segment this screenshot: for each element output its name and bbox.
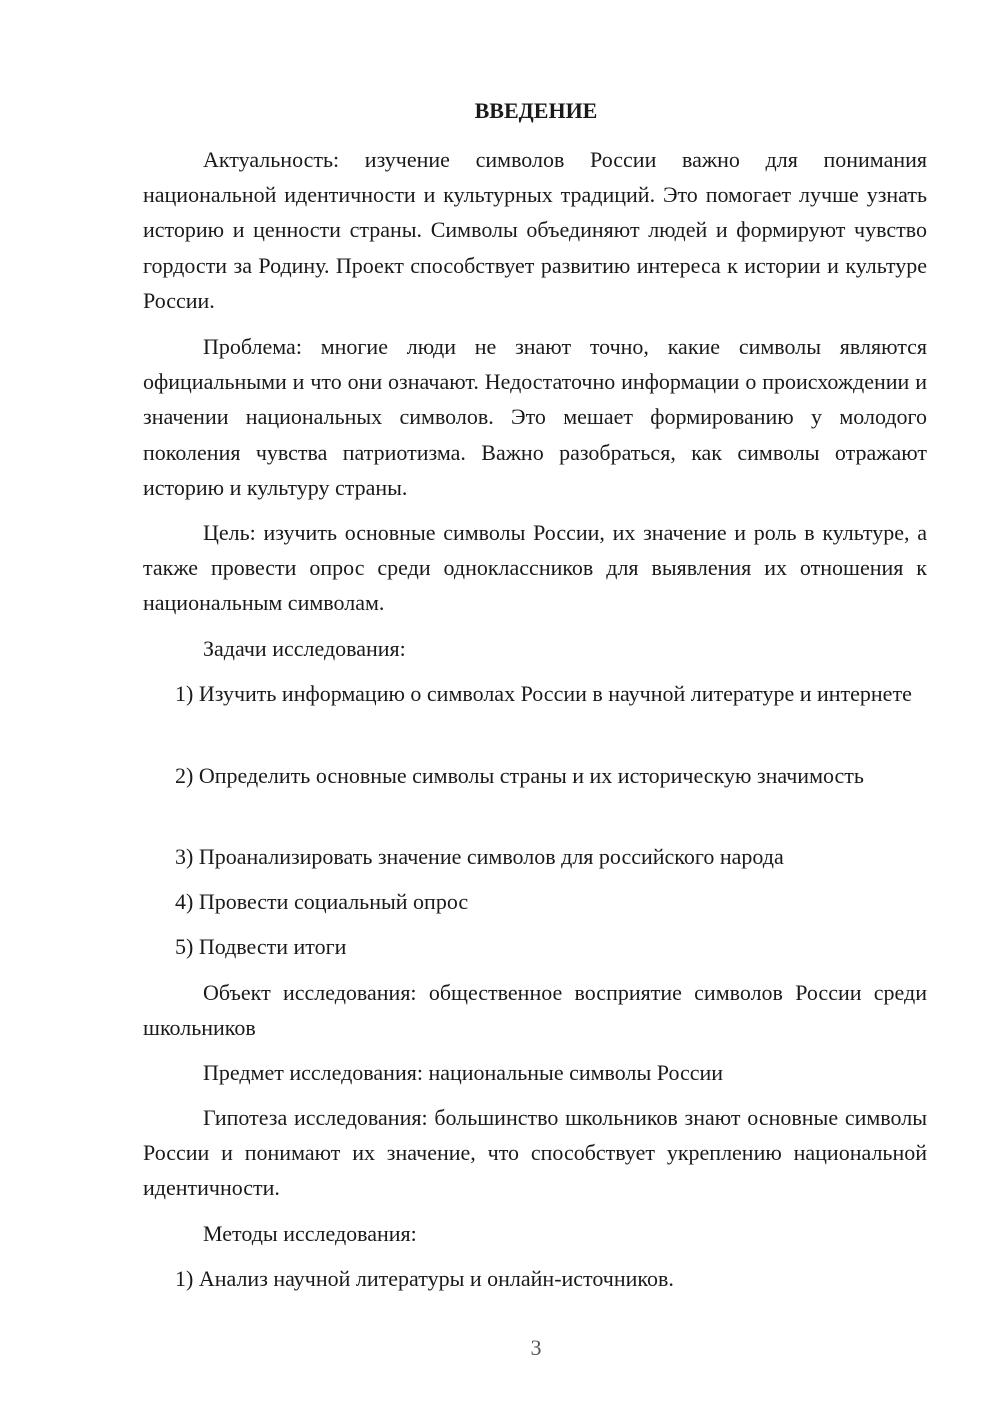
paragraph-subject: Предмет исследования: национальные символы России xyxy=(203,1060,724,1085)
list-item-task-1: 1) Изучить информацию о символах России в научной литературе и интернете xyxy=(175,681,912,706)
section-title: ВВЕДЕНИЕ xyxy=(474,98,598,123)
paragraph-problem: Проблема: многие люди не знают точно, какие символы являются официальными и что они означают. Недостаточно информации о происхождении и значении национальных символов. Это мешает формированию у молодого поколения чувства патриотизма. Важно разобраться, как символы отражают историю и культуру страны. xyxy=(143,334,927,500)
paragraph-object: Объект исследования: общественное восприятие символов России среди школьников xyxy=(143,980,927,1041)
list-item-task-4: 4) Провести социальный опрос xyxy=(175,889,469,914)
paragraph-hypothesis: Гипотеза исследования: большинство школьников знают основные символы России и понимают их значение, что способствует укреплению национальной идентичности. xyxy=(143,1105,927,1201)
page-number: 3 xyxy=(530,1335,542,1360)
list-item-task-3: 3) Проанализировать значение символов для российского народа xyxy=(175,844,784,869)
paragraph-relevance: Актуальность: изучение символов России важно для понимания национальной идентичности и культурных традиций. Это помогает лучше узнать историю и ценности страны. Символы объединяют людей и формируют чувство гордости за Родину. Проект способствует развитию интереса к истории и культуре России. xyxy=(143,147,927,313)
paragraph-methods-heading: Методы исследования: xyxy=(203,1221,417,1246)
list-item-task-5: 5) Подвести итоги xyxy=(175,934,347,959)
list-item-method-1: 1) Анализ научной литературы и онлайн-источников. xyxy=(175,1266,674,1291)
list-item-task-2: 2) Определить основные символы страны и их историческую значимость xyxy=(175,763,864,788)
paragraph-tasks-heading: Задачи исследования: xyxy=(203,636,406,661)
paragraph-goal: Цель: изучить основные символы России, их значение и роль в культуре, а также провести опрос среди одноклассников для выявления их отношения к национальным символам. xyxy=(143,520,927,616)
